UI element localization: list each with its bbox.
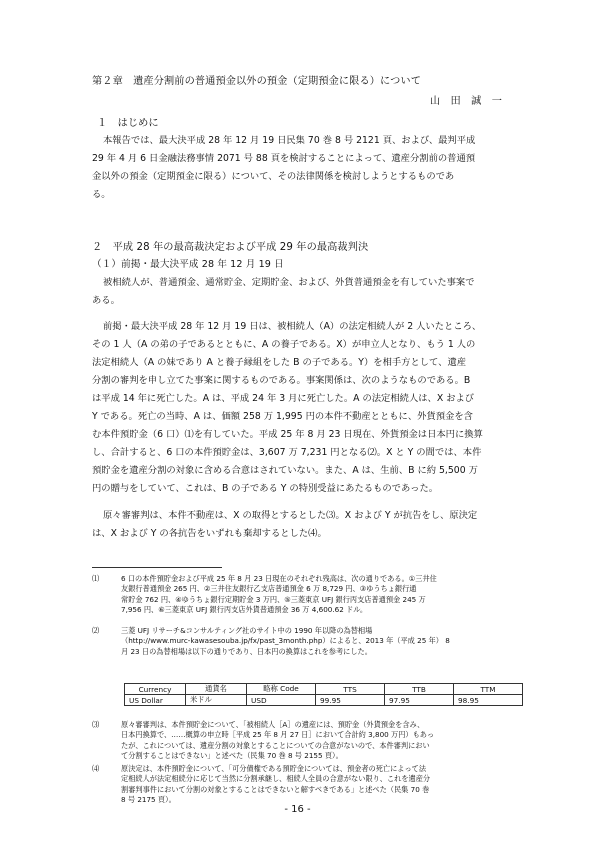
footnote-line: （http://www.murc-kawasesouba.jp/fx/past_3month.php）によると、2013 年（平成 25 年） 8 [121,636,450,646]
text-line: 前掲・最大決平成 28 年 12 月 19 日は、被相続人（A）の法定相続人が 2 人いたところ、 [103,321,482,332]
table-row [125,695,523,706]
footnote-number: ⑷ [92,764,100,773]
exchange-rate-table [124,683,523,706]
table-header-cell: TTS [316,684,385,695]
footnote-1 [92,574,512,626]
text-line: 金以外の預金（定期預金に限る）について、その法律関係を検討しようとするものであ [92,171,455,182]
table-header-cell: 通貨名 [186,684,247,695]
table-cell: US Dollar [125,695,186,706]
footnote-number: ⑵ [92,626,100,635]
text-line: 29 年 4 月 6 日金融法務事情 2071 号 88 頁を検討することによって、遺産分割前の普通預 [92,153,476,164]
footnote-line: 定相続人が法定相続分に応じて当然に分割承継し、相続人全員の合意がない限り、これを遺産分 [121,774,431,784]
section-2-subtitle: （１）前掲・最大決平成 28 年 12 月 19 日 [92,259,284,270]
author-name: 山 田 誠 一 [429,96,502,107]
footnote-separator [92,567,222,568]
text-line: 分割の審判を申し立てた事案に関するものである。事案関係は、次のようなものである。B [92,375,471,386]
footnote-line: 日本円換算で、……概算の申立時［平成 25 年 8 月 27 日］において合計約 3,800 万円）もあっ [121,730,435,740]
text-line: は、X および Y の各抗告をいずれも棄却するとした⑷。 [92,528,327,539]
text-line: その 1 人（A の弟の子であるとともに、A の養子である。X）が申立人となり、もう 1 人の [92,339,476,350]
section-1-paragraph [92,132,475,204]
footnote-2 [92,626,512,668]
text-line: ある。 [92,295,120,306]
footnote-line: 7,956 円、⑥三菱東京 UFJ 銀行丙支店外貨普通預金 36 万 4,600.62 ドル。 [121,605,368,615]
footnote-line: 常貯金 762 円、④ゆうちょ銀行定期貯金 3 万円、⑤三菱東京 UFJ 銀行丙支店普通預金 245 万 [121,594,426,604]
footnote-number: ⑶ [92,720,100,729]
footnote-line: 原決定は、本件預貯金について、「可分債権である預貯金については、預金者の死亡によって法 [121,764,427,773]
text-line: 被相続人が、普通預金、通常貯金、定期貯金、および、外貨普通預金を有していた事案で [103,277,475,288]
section-2-title: ２ 平成 28 年の最高裁決定および平成 29 年の最高裁判決 [92,242,369,253]
table-header-cell: TTB [385,684,454,695]
footnote-line: たが、これについては、遺産分割の対象とすることについての合意がないので、本件審判におい [121,740,430,750]
text-line: 原々審審判は、本件不動産は、X の取得とするとした⑶。X および Y が抗告をし、原決定 [103,510,478,521]
text-line: む本件預貯金（6 口）⑴を有していた。平成 25 年 8 月 23 日現在、外貨預金は日本円に換算 [92,429,483,440]
table-header-cell: TTM [454,684,523,695]
paragraph-case-overview [92,274,475,310]
table-cell: USD [247,695,316,706]
footnote-line: 原々審審判は、本件預貯金について、「被相続人［A］の遺産には、預貯金（外貨預金を含み、 [121,720,425,729]
text-line: 法定相続人（A の妹であり A と養子縁組をした B の子である。Y）を相手方として、遺産 [92,357,467,368]
table-header-row [125,684,523,695]
table-cell: 米ドル [186,695,247,706]
text-line: Y である。死亡の当時、A は、価額 258 万 1,995 円の本件不動産とともに、外貨預金を含 [92,411,473,422]
footnote-4 [92,764,512,806]
paragraph-case-facts [92,318,483,498]
footnote-line: 6 口の本件預貯金および平成 25 年 8 月 23 日現在のそれぞれ残高は、次の通りである。①三井住 [121,574,437,583]
text-line: は平成 14 年に死亡した。A は、平成 24 年 3 月に死亡した。A の法定相続人は、X および [92,393,475,404]
table-cell: 99.95 [316,695,385,706]
footnote-number: ⑴ [92,574,100,583]
table-cell: 97.95 [385,695,454,706]
text-line: る。 [92,189,111,200]
section-1-title: １ はじめに [97,118,159,129]
table-cell: 98.95 [454,695,523,706]
footnote-line: て分割することはできない」と述べた（民集 70 巻 8 号 2155 頁）。 [121,751,343,761]
paragraph-lower-courts [92,507,477,543]
text-line: 本報告では、最大決平成 28 年 12 月 19 日民集 70 巻 8 号 2121 頁、および、最判平成 [103,135,476,146]
table-header-cell: 略称 Code [247,684,316,695]
footnote-line: 割審判事件において分割の対象とすることはできないと解すべきである」と述べた（民集 70 巻 [121,784,430,794]
table-header-cell: Currency [125,684,186,695]
text-line: 円の贈与をしていて、これは、B の子である Y の特別受益にあたるものであった。 [92,483,439,494]
text-line: し、合計すると、6 口の本件預貯金は、3,607 万 7,231 円となる⑵。X と Y の間では、本件 [92,447,482,458]
page-number: - 16 - [284,804,311,815]
footnote-3 [92,720,512,762]
footnote-line: 友銀行普通預金 265 円、②三井住友銀行乙支店普通預金 6 万 8,729 円、③ゆうちょ銀行通 [121,584,417,594]
chapter-title: 第２章 遺産分割前の普通預金以外の預金（定期預金に限る）について [92,76,421,87]
footnote-line: 三菱 UFJ リサーチ&コンサルティング社のサイト中の 1990 年以降の為替相場 [121,626,373,635]
footnote-line: 8 号 2175 頁）。 [121,795,176,805]
footnote-line: 月 23 日の為替相場は以下の通りであり、日本円の換算はこれを参考にした。 [121,646,372,656]
text-line: 預貯金を遺産分割の対象に含める合意はされていない。また、A は、生前、B に約 5,500 万 [92,465,478,476]
